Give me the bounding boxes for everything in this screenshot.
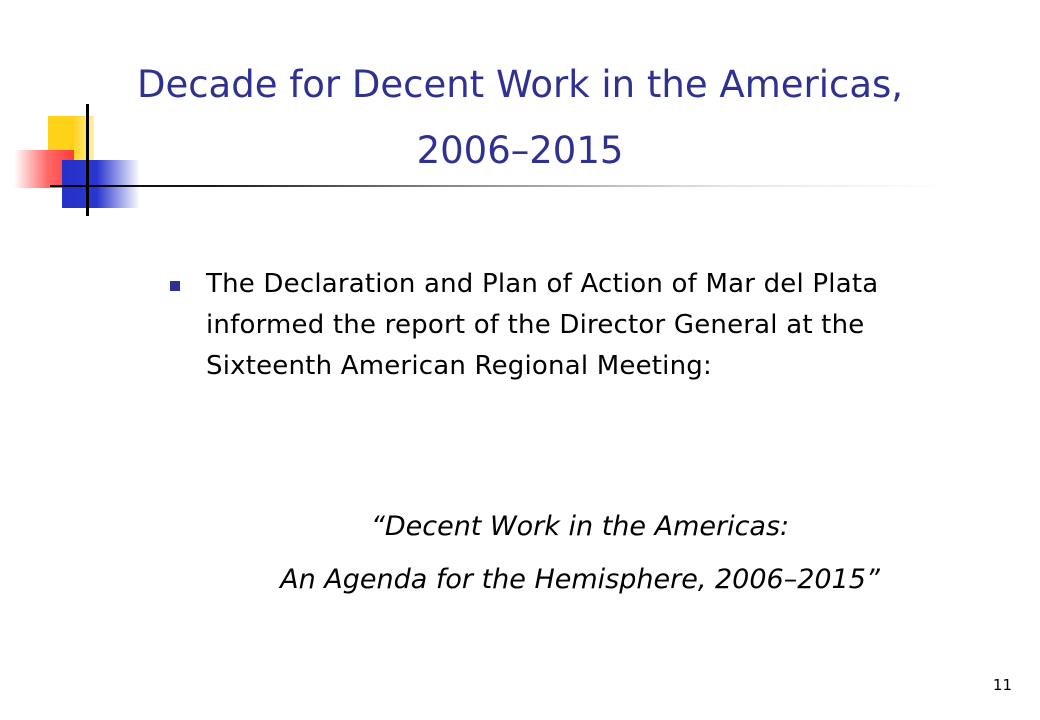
title-underline [50,185,950,187]
bullet-text: The Declaration and Plan of Action of Mar del Plata informed the report of the Director General at the Sixteenth American Regional Meeting: [206,269,879,381]
page-number: 11 [992,676,1012,694]
square-bullet-icon [170,281,180,291]
slide-title-line-2: 2006–2015 [416,129,624,172]
bullet-item [170,264,960,387]
slide-title-line-1: Decade for Decent Work in the Americas, [136,63,904,106]
quote-block [120,500,1040,606]
quote-line-1: “Decent Work in the Americas: [370,511,790,542]
slide-title [110,52,930,184]
logo-vertical-line [86,104,89,216]
quote-line-2: An Agenda for the Hemisphere, 2006–2015” [280,564,880,595]
